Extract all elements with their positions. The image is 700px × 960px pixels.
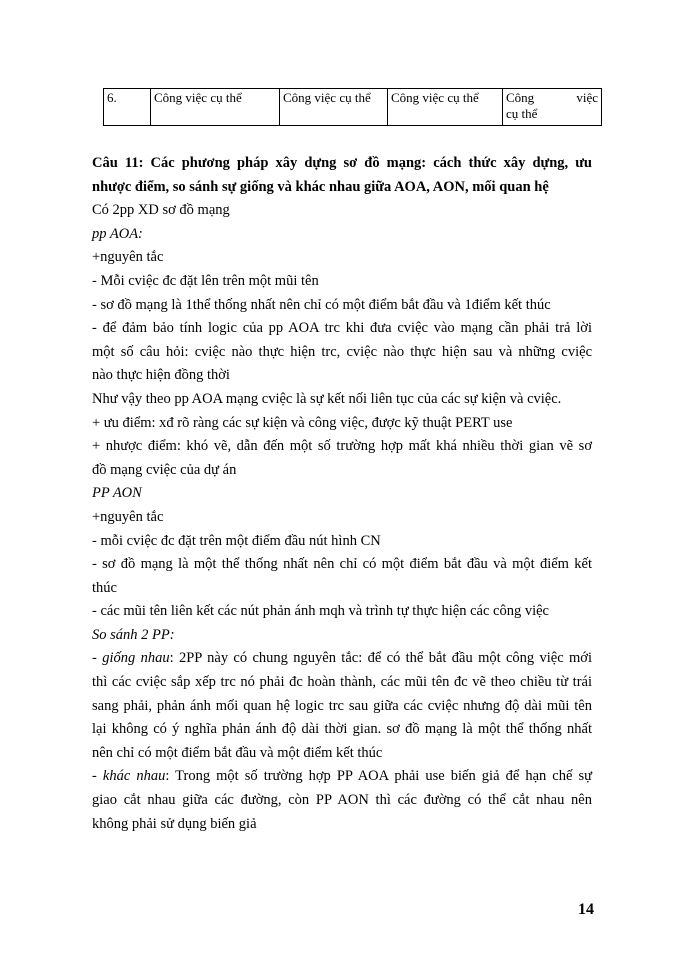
- page-number: 14: [578, 901, 594, 918]
- difference-line3: không phải sử dụng biến giả: [92, 815, 257, 832]
- intro-line: Có 2pp XD sơ đồ mạng: [92, 202, 230, 219]
- aon-principle-label: +nguyên tắc: [92, 508, 164, 525]
- aoa-item-1: - Mỗi cviệc đc đặt lên trên một mũi tên: [92, 272, 319, 289]
- table-row: [104, 89, 602, 126]
- document-body: [92, 152, 592, 836]
- aoa-item-3-line1: - để đảm bảo tính logic của pp AOA trc khi đưa cviệc vào mạng cần phải trả lời: [92, 320, 592, 337]
- similarity-line4: lại không có ý nghĩa phản ánh độ dài thời gian. sơ đồ mạng là một thể thống nhất: [92, 721, 592, 738]
- question-heading-line2: nhược điểm, so sánh sự giống và khác nhau giữa AOA, AON, mối quan hệ: [92, 178, 549, 195]
- table-cell-last-line1: Công việc: [506, 90, 598, 105]
- table-cell: Công việc cụ thể: [388, 89, 503, 126]
- aoa-heading: pp AOA:: [92, 225, 143, 242]
- aoa-item-2: - sơ đồ mạng là 1thể thống nhất nên chỉ có một điểm bắt đầu và 1điểm kết thúc: [92, 296, 551, 313]
- table-cell-number: 6.: [104, 89, 151, 126]
- similarity-line5: nên chỉ có một điểm bắt đầu và một điểm kết thúc: [92, 744, 383, 761]
- difference-line2: giao cắt nhau giữa các đường, còn PP AON thì các đường có thể cắt nhau nên: [92, 792, 592, 809]
- similarity-line3: sang phải, phản ánh mối quan hệ logic trc sau giữa các cviệc nhưng độ dài mũi tên: [92, 697, 592, 714]
- difference-label: khác nhau: [102, 768, 166, 785]
- aoa-item-3-line3: nào thực hiện đồng thời: [92, 367, 230, 384]
- difference-text: : Trong một số trường hợp PP AOA phải use biến giả để hạn chế sự: [165, 768, 592, 785]
- table-cell: Công việc cụ thể: [151, 89, 280, 126]
- aoa-item-3-line2: một số câu hỏi: cviệc nào thực hiện trc, cviệc nào thực hiện sau và những cviệc: [92, 343, 592, 360]
- compare-heading: So sánh 2 PP:: [92, 626, 175, 643]
- table-cell: Công việc cụ thể: [280, 89, 388, 126]
- table-cell-last: [503, 89, 602, 126]
- aoa-advantages: + ưu điểm: xđ rõ ràng các sự kiện và công việc, được kỹ thuật PERT use: [92, 414, 513, 431]
- task-table: [103, 88, 602, 126]
- aon-item-2-line2: thúc: [92, 579, 117, 596]
- similarity-line2: thì các cviệc sắp xếp trc nó phải đc hoàn thành, các mũi tên đc vẽ theo chiều từ trái: [92, 674, 592, 691]
- aoa-disadvantages-line1: + nhược điểm: khó vẽ, dẫn đến một số trường hợp mất khá nhiều thời gian vẽ sơ: [92, 438, 592, 455]
- aon-item-2-line1: - sơ đồ mạng là một thể thống nhất nên chỉ có một điểm bắt đầu và một điểm kết: [92, 556, 592, 573]
- aoa-summary: Như vậy theo pp AOA mạng cviệc là sự kết nối liên tục của các sự kiện và cviệc.: [92, 390, 562, 407]
- similarity-text: : 2PP này có chung nguyên tắc: để có thể bắt đầu một công việc mới: [169, 650, 592, 667]
- aoa-disadvantages-line2: đồ mạng cviệc của dự án: [92, 461, 237, 478]
- similarity-line1: - giống nhau: 2PP này có chung nguyên tắc: để có thể bắt đầu một công việc mới: [92, 650, 592, 667]
- difference-line1: - khác nhau: Trong một số trường hợp PP AOA phải use biến giả để hạn chế sự: [92, 768, 592, 785]
- similarity-label: giống nhau: [102, 650, 170, 667]
- table-cell-last-line2: cụ thể: [506, 106, 538, 121]
- aon-item-3: - các mũi tên liên kết các nút phản ánh mqh và trình tự thực hiện các công việc: [92, 603, 549, 620]
- aoa-principle-label: +nguyên tắc: [92, 249, 164, 266]
- aon-heading: PP AON: [92, 485, 142, 502]
- aon-item-1: - mỗi cviệc đc đặt trên một điểm đầu nút hình CN: [92, 532, 381, 549]
- question-heading-line1: Câu 11: Các phương pháp xây dựng sơ đồ mạng: cách thức xây dựng, ưu: [92, 155, 592, 171]
